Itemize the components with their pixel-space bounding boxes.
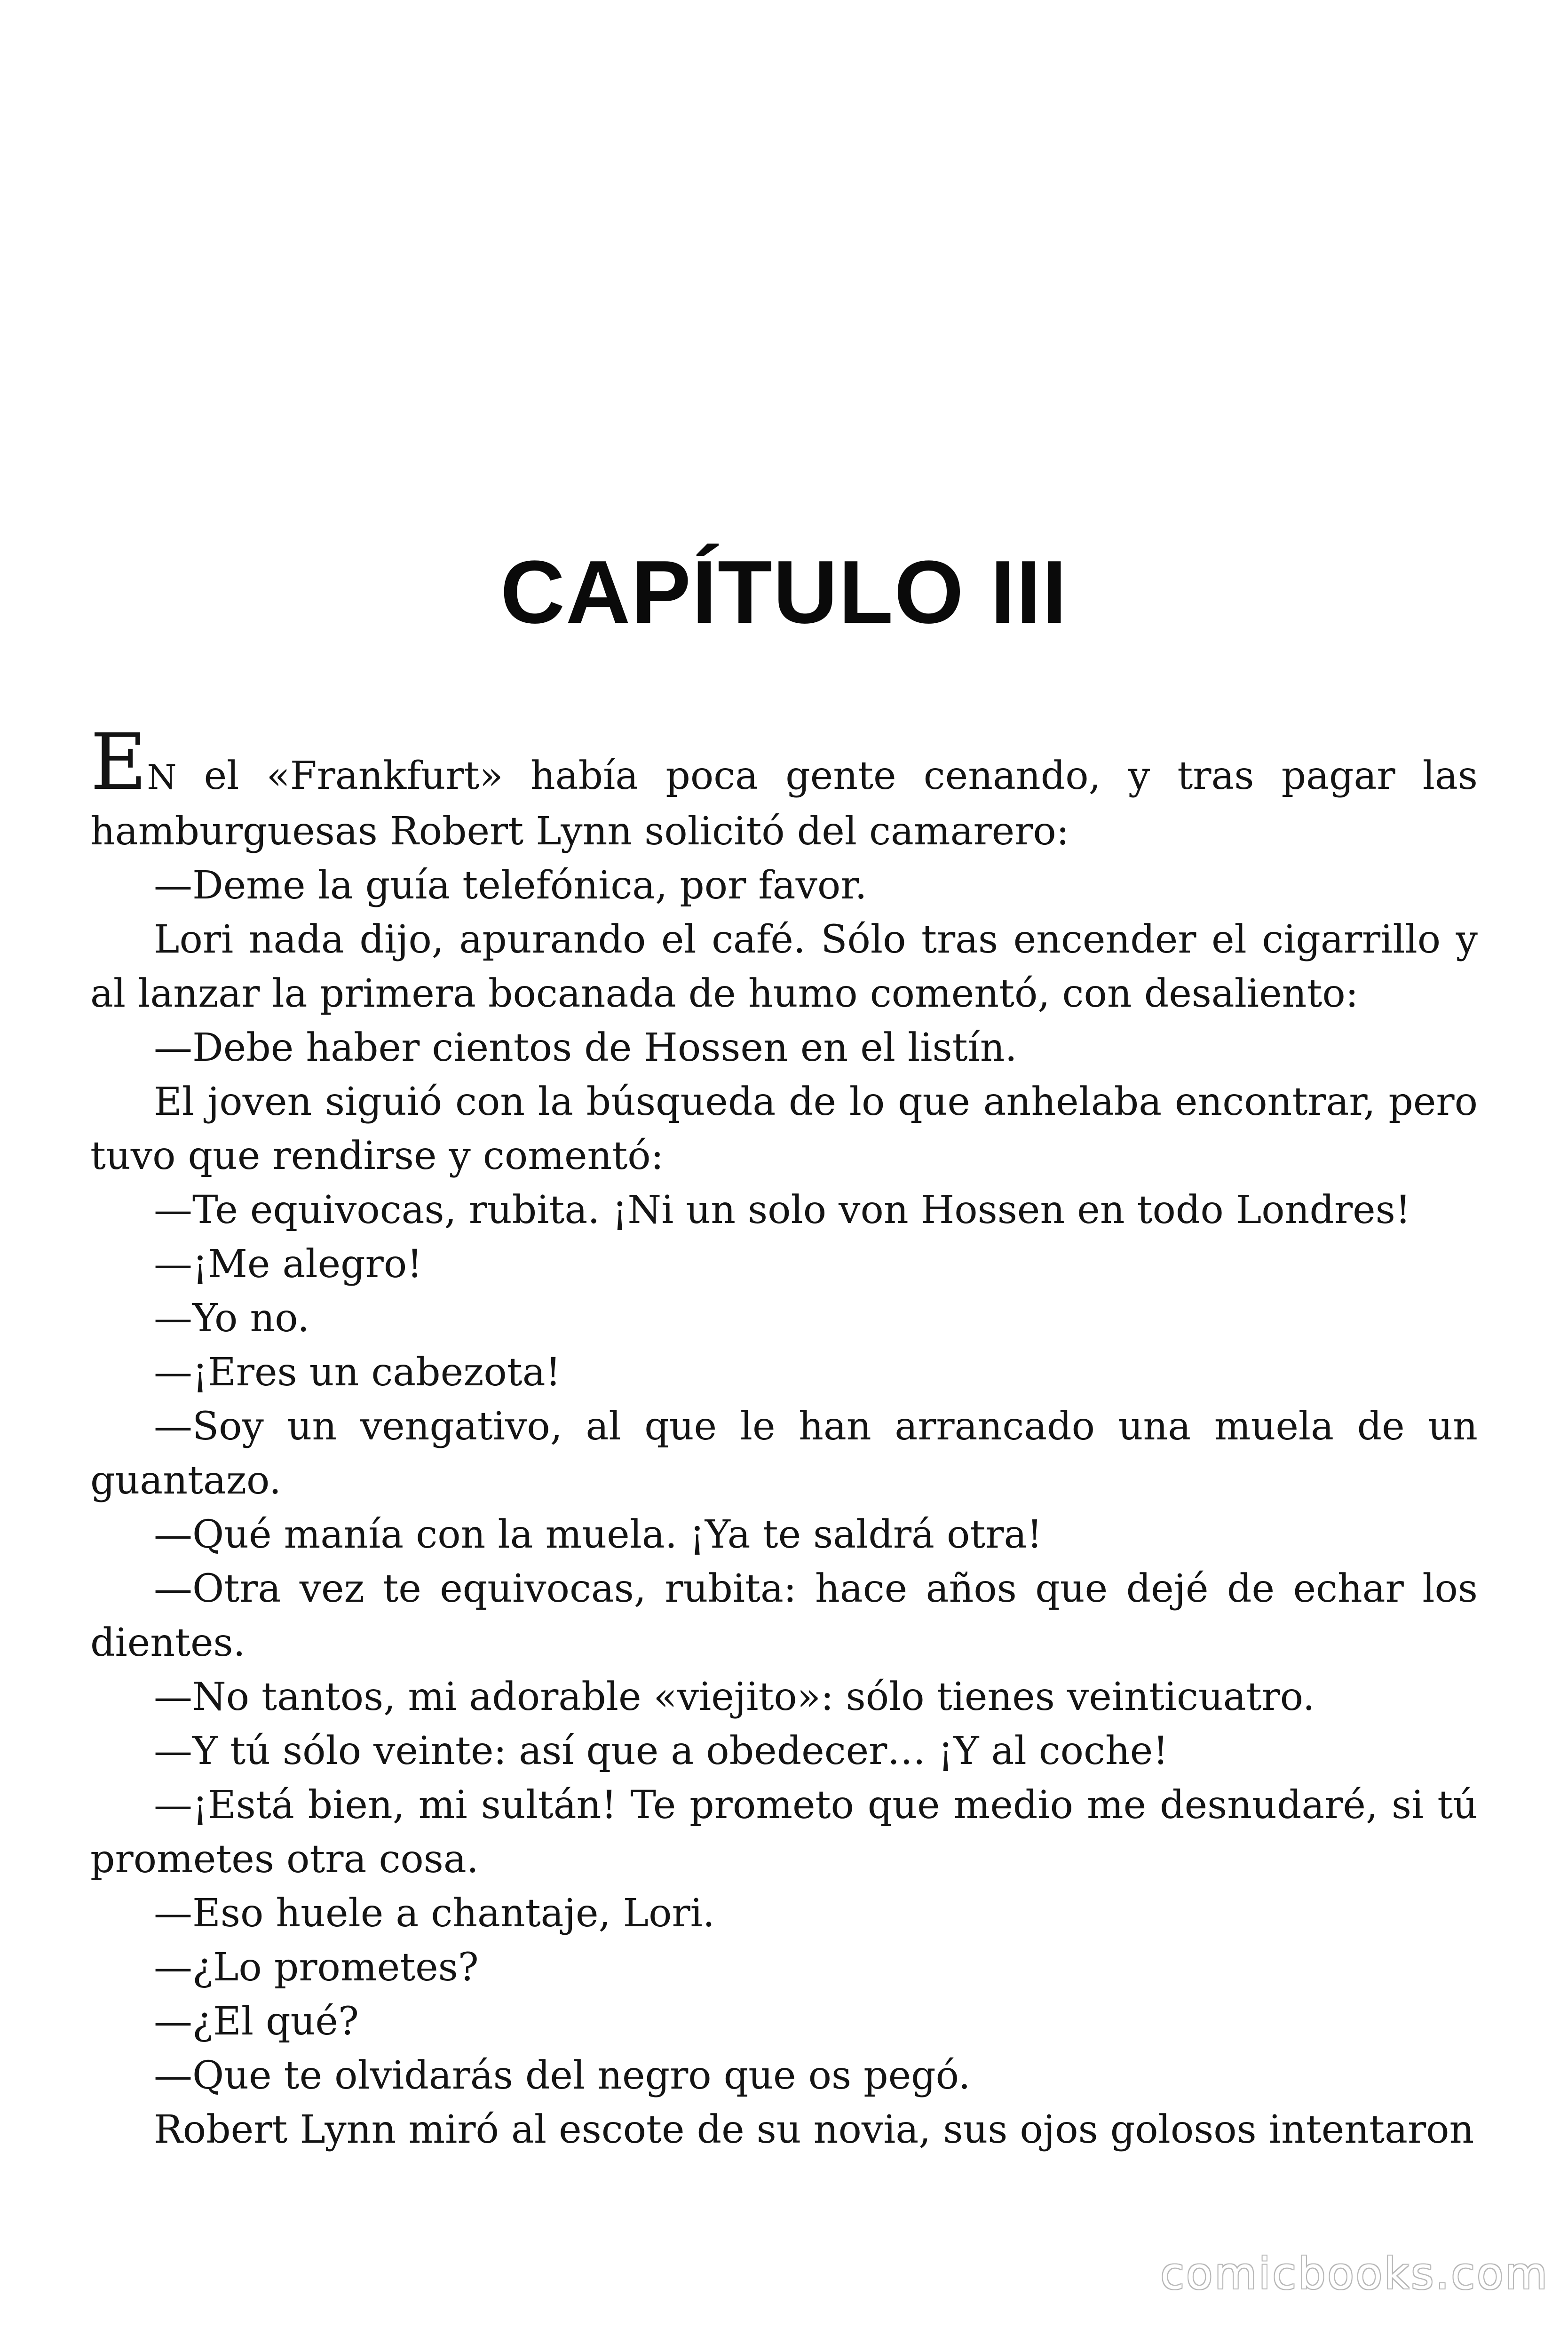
first-paragraph — [90, 717, 1478, 858]
paragraph: —Qué manía con la muela. ¡Ya te saldrá otra! — [154, 1512, 1043, 1557]
paragraph: Lori nada dijo, apurando el café. Sólo tras encender el cigarrillo y al lanzar la primera bocanada de humo comentó, con desaliento: — [90, 917, 1478, 1016]
paragraph: —¡Está bien, mi sultán! Te prometo que medio me desnudaré, si tú prometes otra cosa. — [90, 1783, 1478, 1882]
chapter-title: CAPÍTULO III — [500, 542, 1068, 642]
watermark: comicbooks.com — [1160, 2249, 1549, 2299]
paragraph: —Y tú sólo veinte: así que a obedecer… ¡Y al coche! — [154, 1729, 1169, 1773]
paragraph: —¿Lo prometes? — [154, 1945, 479, 1990]
paragraph: —¡Me alegro! — [154, 1242, 423, 1287]
paragraph: —Deme la guía telefónica, por favor. — [154, 863, 867, 908]
paragraph: —Eso huele a chantaje, Lori. — [154, 1891, 715, 1936]
paragraph: —Yo no. — [154, 1296, 310, 1341]
paragraph: —Debe haber cientos de Hossen en el listín. — [154, 1025, 1017, 1070]
paragraph: —No tantos, mi adorable «viejito»: sólo tienes veinticuatro. — [154, 1675, 1315, 1719]
small-caps: N — [147, 757, 177, 797]
chapter-text — [90, 717, 1478, 2157]
drop-cap: E — [90, 717, 147, 807]
paragraph: —Soy un vengativo, al que le han arrancado una muela de un guantazo. — [90, 1404, 1478, 1503]
paragraph: —Te equivocas, rubita. ¡Ni un solo von Hossen en todo Londres! — [154, 1188, 1411, 1232]
paragraph: —¿El qué? — [154, 1999, 359, 2044]
paragraph: El joven siguió con la búsqueda de lo que anhelaba encontrar, pero tuvo que rendirse y comentó: — [90, 1080, 1478, 1178]
paragraph: —Otra vez te equivocas, rubita: hace años que dejé de echar los dientes. — [90, 1566, 1478, 1665]
first-paragraph-text: el «Frankfurt» había poca gente cenando, y tras pagar las hamburguesas Robert Lynn solicitó del camarero: — [90, 754, 1478, 854]
paragraph: Robert Lynn miró al escote de su novia, sus ojos golosos intentaron — [154, 2107, 1474, 2152]
paragraph: —¡Eres un cabezota! — [154, 1350, 561, 1395]
paragraph: —Que te olvidarás del negro que os pegó. — [154, 2053, 971, 2098]
